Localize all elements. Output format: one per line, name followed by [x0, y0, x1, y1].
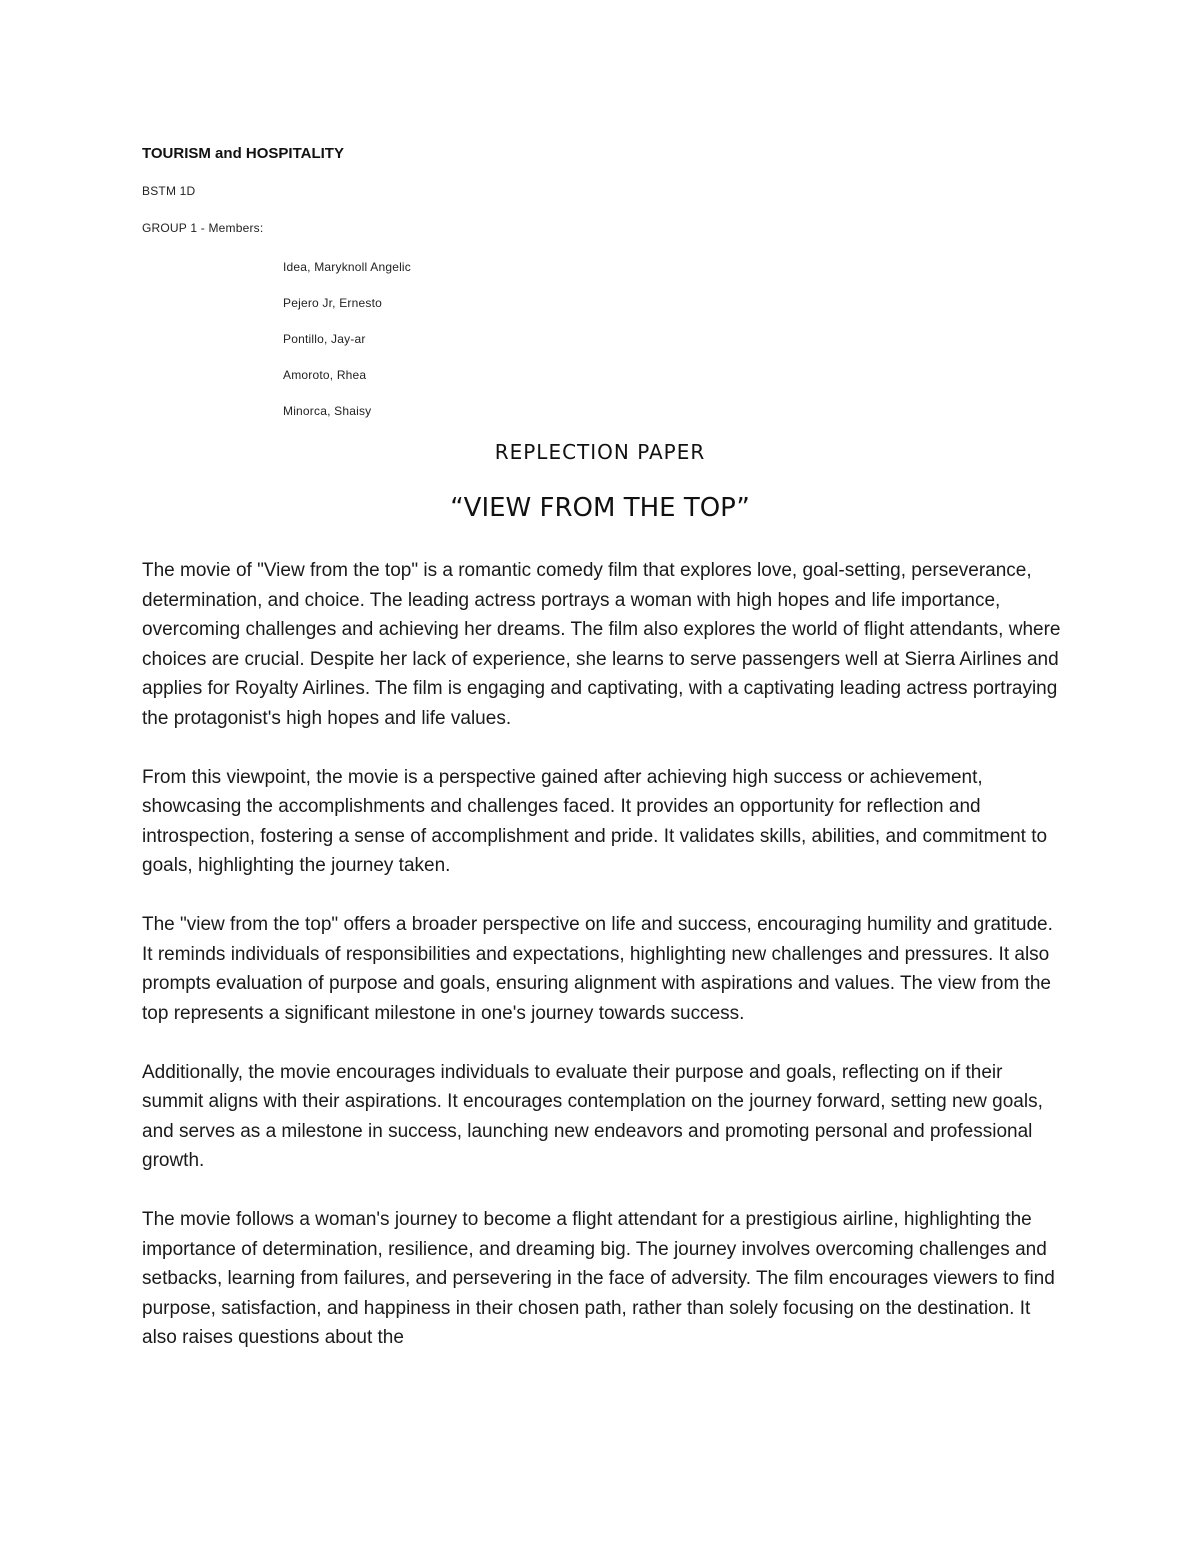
member-list	[283, 258, 411, 438]
member-name: Minorca, Shaisy	[283, 404, 372, 418]
paragraph: The "view from the top" offers a broader perspective on life and success, encouraging humility and gratitude. It reminds individuals of responsibilities and expectations, highlighting new challenges and pressures. It also prompts evaluation of purpose and goals, ensuring alignment with aspirations and values. The view from the top represents a significant milestone in one's journey towards success.	[142, 914, 1053, 1024]
group-label: GROUP 1 - Members:	[142, 221, 264, 235]
paragraph: From this viewpoint, the movie is a perspective gained after achieving high success or achievement, showcasing the accomplishments and challenges faced. It provides an opportunity for reflection and introspection, fostering a sense of accomplishment and pride. It validates skills, abilities, and commitment to goals, highlighting the journey taken.	[142, 766, 1048, 876]
section-label: BSTM 1D	[142, 184, 196, 198]
member-name: Pontillo, Jay-ar	[283, 332, 366, 346]
member-name: Amoroto, Rhea	[283, 368, 367, 382]
course-title: TOURISM and HOSPITALITY	[142, 145, 344, 162]
paper-type-heading: REPLECTION PAPER	[494, 440, 706, 464]
paper-title: “VIEW FROM THE TOP”	[450, 493, 750, 523]
paragraph: Additionally, the movie encourages individuals to evaluate their purpose and goals, reflecting on if their summit aligns with their aspirations. It encourages contemplation on the journey forward, setting new goals, and serves as a milestone in success, launching new endeavors and promoting personal and professional growth.	[142, 1061, 1043, 1171]
paragraph: The movie follows a woman's journey to become a flight attendant for a prestigious airline, highlighting the importance of determination, resilience, and dreaming big. The journey involves overcoming challenges and setbacks, learning from failures, and persevering in the face of adversity. The film encourages viewers to find purpose, satisfaction, and happiness in their chosen path, rather than solely focusing on the destination. It also raises questions about the	[142, 1209, 1055, 1348]
member-name: Idea, Maryknoll Angelic	[283, 260, 411, 274]
paragraph: The movie of "View from the top" is a romantic comedy film that explores love, goal-setting, perseverance, determination, and choice. The leading actress portrays a woman with high hopes and life importance, overcoming challenges and achieving her dreams. The film also explores the world of flight attendants, where choices are crucial. Despite her lack of experience, she learns to serve passengers well at Sierra Airlines and applies for Royalty Airlines. The film is engaging and captivating, with a captivating leading actress portraying the protagonist's high hopes and life values.	[142, 560, 1061, 729]
member-name: Pejero Jr, Ernesto	[283, 296, 382, 310]
body-text	[142, 556, 1062, 1382]
